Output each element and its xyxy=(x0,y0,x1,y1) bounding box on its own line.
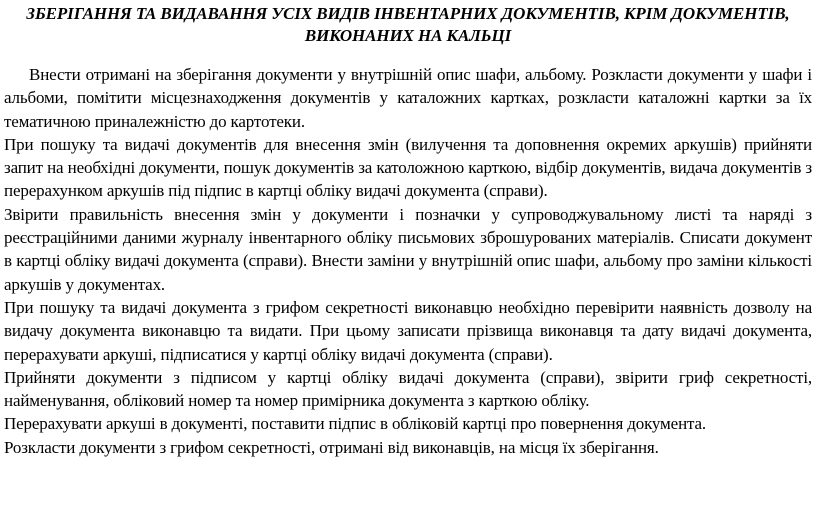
document-title: ЗБЕРІГАННЯ ТА ВИДАВАННЯ УСІХ ВИДІВ ІНВЕНТАРНИХ ДОКУМЕНТІВ, КРІМ ДОКУМЕНТІВ, ВИКОНАНИХ НА КАЛЬЦІ xyxy=(26,4,790,45)
paragraph-recount-sheets: Перерахувати аркуші в документі, поставити підпис в обліковій картці про повернення документа. xyxy=(4,414,706,434)
paragraph-storage-intake: Внести отримані на зберігання документи у внутрішній опис шафи, альбому. Розкласти документи у шафи і альбоми, помітити місцезнаходження документів у каталожних картках, розкласти каталожні картки за їх тематичною приналежністю до картотеки. xyxy=(4,65,812,131)
paragraph-issue-classified: При пошуку та видачі документа з грифом секретності виконавцю необхідно перевірити наявність дозволу на видачу документа виконавцю та видати. При цьому записати прізвища виконавця та дату видачі документа, перерахувати аркуші, підписатися у картці обліку видачі документа (справи). xyxy=(4,297,812,364)
paragraph-issue-for-changes: При пошуку та видачі документів для внесення змін (вилучення та доповнення окремих аркушів) прийняти запит на необхідні документи, пошук документів за католожною карткою, відбір документів, видача документів з перерахунком аркушів під підпис в картці обліку видачі документа (справи). xyxy=(4,134,812,201)
paragraph-verify-changes: Звірити правильність внесення змін у документи і позначки у супроводжувальному листі та наряді з реєстраційними даними журналу інвентарного обліку письмових зброшурованих матеріалів. Списати документ в картці обліку видачі документа (справи). Внести заміни у внутрішній опис шафи, альбому про заміни кількості аркушів у документах. xyxy=(4,204,812,294)
paragraph-accept-return: Прийняти документи з підписом у картці обліку видачі документа (справи), звірити гриф секретності, найменування, обліковий номер та номер примірника документа з карткою обліку. xyxy=(4,367,812,411)
paragraph-file-classified: Розкласти документи з грифом секретності, отримані від виконавців, на місця їх зберігання. xyxy=(4,437,659,457)
